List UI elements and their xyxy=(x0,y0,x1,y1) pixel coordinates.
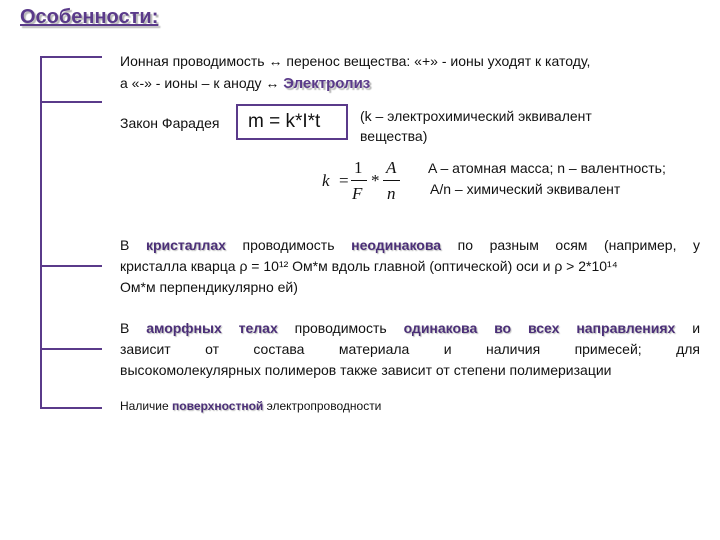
faraday-label: Закон Фарадея xyxy=(120,115,220,131)
bracket-tick-amorphous xyxy=(40,348,102,350)
crystals-word-5: по разным осям (например, у xyxy=(457,237,701,253)
formula-multiply: * xyxy=(371,171,380,190)
formula-equals: = xyxy=(339,171,349,190)
page-title: Особенности: xyxy=(20,6,159,28)
bracket-tick-surface xyxy=(40,407,102,409)
ionic-line-2-text: а «-» - ионы – к аноду ↔ xyxy=(120,75,280,91)
formula-fraction-bar-2 xyxy=(383,180,400,181)
equivalent-desc-line-2: A/n – химический эквивалент xyxy=(430,181,621,197)
crystals-line-1 xyxy=(120,235,700,256)
surface-suffix: электропроводности xyxy=(266,399,382,413)
crystals-word-3: проводимость xyxy=(242,237,335,253)
faraday-note-line-1: (k – электрохимический эквивалент xyxy=(360,108,592,124)
amorphous-word-3: проводимость xyxy=(294,320,387,336)
crystals-unequal-term: неодинакова xyxy=(351,237,442,253)
bracket-vertical-line xyxy=(40,56,42,408)
bracket-top-horizontal xyxy=(40,56,102,58)
amorphous-equal-term: одинакова во всех направлениях xyxy=(403,320,676,336)
crystals-line-3: Ом*м перпендикулярно ей) xyxy=(120,279,298,295)
faraday-note-line-2: вещества) xyxy=(360,128,428,144)
formula-fraction-bar-1 xyxy=(351,180,367,181)
equivalent-desc-line-1: A – атомная масса; n – валентность; xyxy=(428,160,666,176)
amorphous-paragraph xyxy=(120,318,700,381)
ionic-line-1: Ионная проводимость ↔ перенос вещества: «+» - ионы уходят к катоду, xyxy=(120,53,591,69)
formula-k-symbol: k xyxy=(322,171,330,190)
surface-line xyxy=(120,398,381,414)
formula-numerator-one: 1 xyxy=(354,158,363,177)
amorphous-line-2: зависит от состава материала и наличия примесей; для xyxy=(120,341,700,357)
amorphous-word-1: В xyxy=(120,320,130,336)
crystals-word-1: В xyxy=(120,237,130,253)
crystals-paragraph xyxy=(120,235,700,298)
bracket-tick-crystals xyxy=(40,265,102,267)
formula-numerator-A: A xyxy=(386,158,397,177)
ionic-line-2 xyxy=(120,73,370,94)
crystals-term: кристаллах xyxy=(145,237,226,253)
electrolysis-term: Электролиз xyxy=(283,75,371,92)
formula-denominator-n: n xyxy=(387,184,396,203)
amorphous-word-5: и xyxy=(692,320,701,336)
faraday-formula-box: m = k*I*t xyxy=(236,104,348,140)
formula-denominator-F: F xyxy=(352,184,363,203)
crystals-line-2: кристалла кварца ρ = 10¹² Ом*м вдоль главной (оптической) оси и ρ > 2*10¹⁴ xyxy=(120,258,618,274)
bracket-tick-ionic xyxy=(40,101,102,103)
amorphous-line-3: высокомолекулярных полимеров также зависит от степени полимеризации xyxy=(120,362,612,378)
surface-prefix: Наличие xyxy=(120,399,169,413)
amorphous-line-1 xyxy=(120,318,700,339)
amorphous-term: аморфных телах xyxy=(146,320,278,336)
surface-term: поверхностной xyxy=(172,399,264,413)
